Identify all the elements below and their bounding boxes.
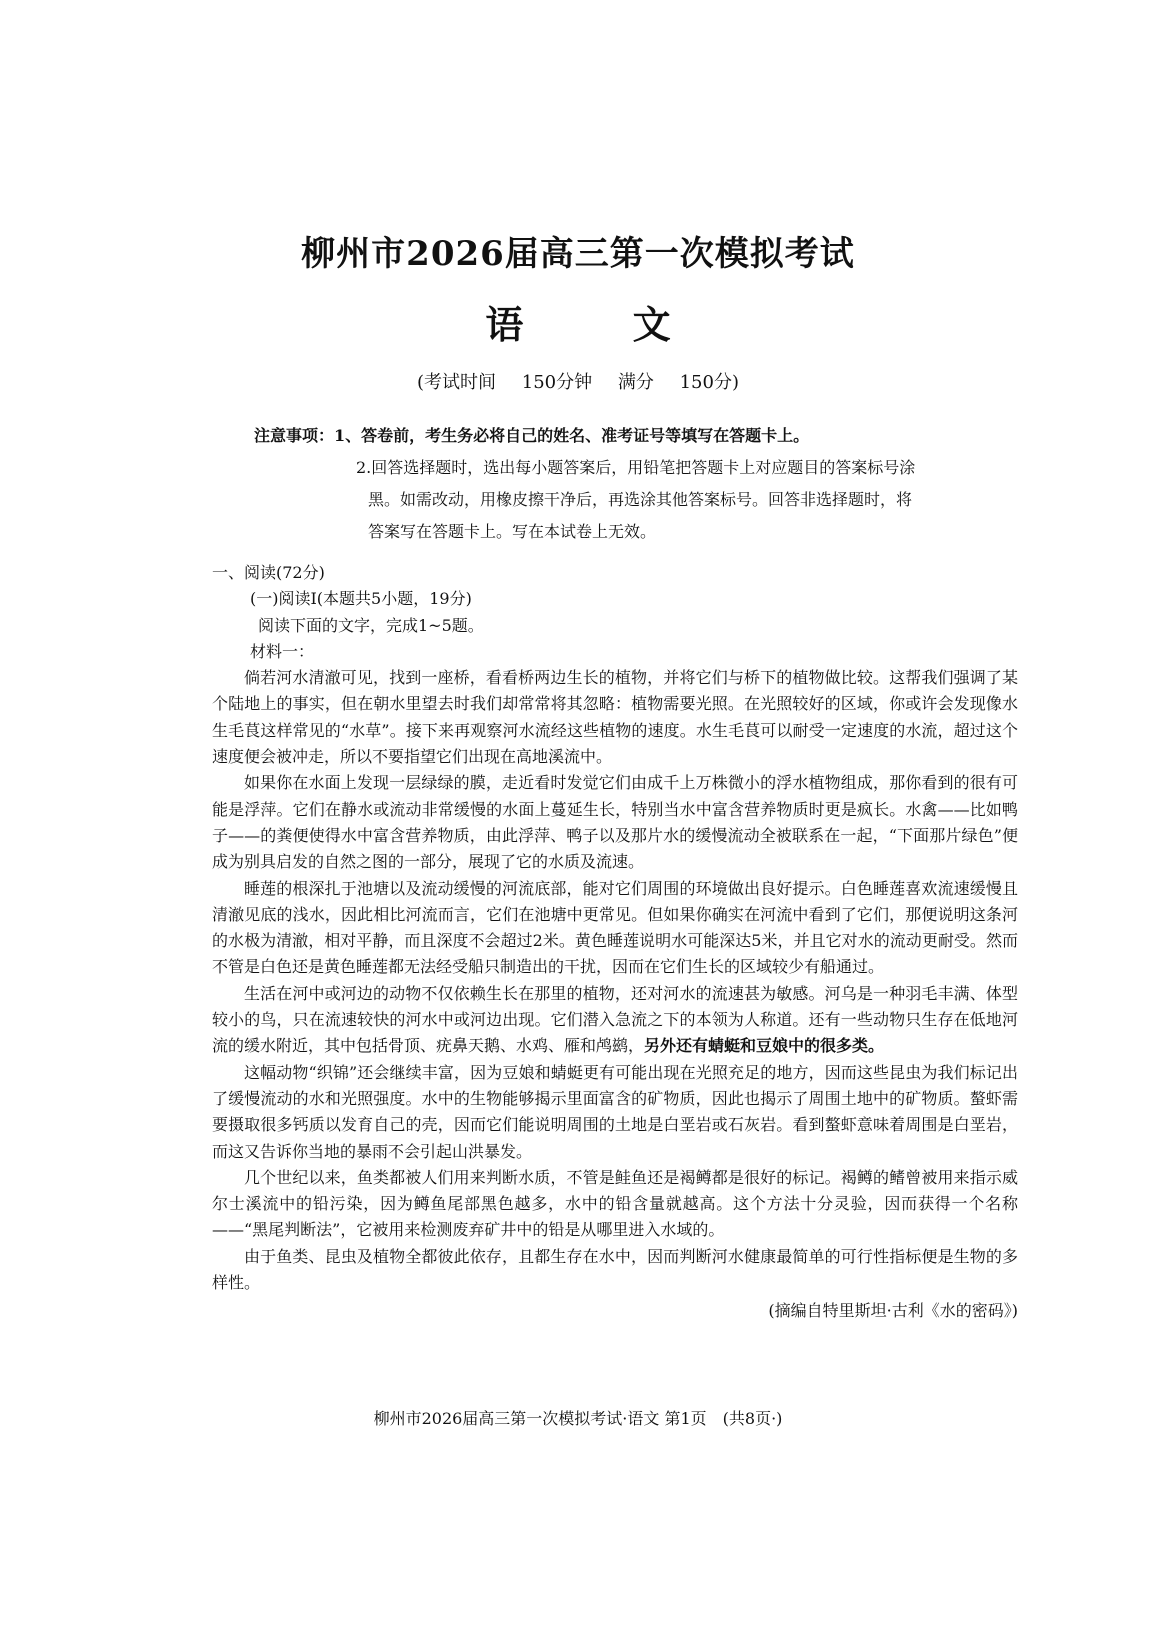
paragraph-4 [212,981,1018,1060]
subject-title: 语 文 [485,302,719,347]
page-footer: 柳州市2026届高三第一次模拟考试·语文 第1页 (共8页·) [373,1409,783,1428]
notice-item-1: 注意事项：1、答卷前，考生务必将自己的姓名、准考证号等填写在答题卡上。 [254,426,810,445]
exam-title: 柳州市2026届高三第一次模拟考试 [301,234,855,274]
notice-item-2-line-1: 2.回答选择题时，选出每小题答案后，用铅笔把答题卡上对应题目的答案标号涂 [356,458,916,477]
paragraph-7: 由于鱼类、昆虫及植物全都彼此依存，且都生存在水中，因而判断河水健康最简单的可行性指标便是生物的多样性。 [212,1246,1018,1293]
exam-meta [0,368,1156,394]
reading-section [212,560,1018,1325]
notice-item-2-line-3: 答案写在答题卡上。写在本试卷上无效。 [368,522,657,541]
source-citation: (摘编自特里斯坦·古利《水的密码》) [768,1301,1018,1321]
paragraph-4-text: 生活在河中或河边的动物不仅依赖生长在那里的植物，还对河水的流速甚为敏感。河乌是一种羽毛丰满、体型较小的鸟，只在流速较快的河水中或河边出现。它们潜入急流之下的本领为人称道。还有一些动物只生存在低地河流的缓水附近，其中包括骨顶、疣鼻天鹅、水鸡、雁和鸬鹚， [212,983,1018,1056]
paragraph-2: 如果你在水面上发现一层绿绿的膜，走近看时发觉它们由成千上万株微小的浮水植物组成，那你看到的很有可能是浮萍。它们在静水或流动非常缓慢的水面上蔓延生长，特别当水中富含营养物质时更是疯长。水禽——比如鸭子——的粪便使得水中富含营养物质，由此浮萍、鸭子以及那片水的缓慢流动全被联系在一起，“下面那片绿色”便成为别具启发的自然之图的一部分，展现了它的水质及流速。 [212,773,1018,872]
score-value: 150分) [679,372,739,393]
section-heading: 一、阅读(72分) [212,563,325,582]
paragraph-1: 倘若河水清澈可见，找到一座桥，看看桥两边生长的植物，并将它们与桥下的植物做比较。这帮我们强调了某个陆地上的事实，但在朝水里望去时我们却常常将其忽略：植物需要光照。在光照较好的区域，你或许会发现像水生毛茛这样常见的“水草”。接下来再观察河水流经这些植物的速度。水生毛茛可以耐受一定速度的水流，超过这个速度便会被冲走，所以不要指望它们出现在高地溪流中。 [212,668,1018,767]
paragraph-5: 这幅动物“织锦”还会继续丰富，因为豆娘和蜻蜓更有可能出现在光照充足的地方，因而这些昆虫为我们标记出了缓慢流动的水和光照强度。水中的生物能够揭示里面富含的矿物质，因此也揭示了周围土地中的矿物质。螯虾需要摄取很多钙质以发育自己的壳，因而它们能说明周围的土地是白垩岩或石灰岩。看到螯虾意味着周围是白垩岩，而这又告诉你当地的暴雨不会引起山洪暴发。 [212,1062,1018,1161]
paragraph-4-bold-text: 另外还有蜻蜓和豆娘中的很多类。 [644,1036,885,1056]
score-label: 满分 [617,372,654,393]
notice-block [254,420,1014,548]
notice-item-2-line-2: 黑。如需改动，用橡皮擦干净后，再选涂其他答案标号。回答非选择题时，将 [368,490,913,509]
paragraph-6: 几个世纪以来，鱼类都被人们用来判断水质，不管是鲑鱼还是褐鳟都是很好的标记。褐鳟的鳍曾被用来指示威尔士溪流中的铅污染，因为鳟鱼尾部黑色越多，水中的铅含量就越高。这个方法十分灵验，因而获得一个名称——“黑尾判断法”，它被用来检测废弃矿井中的铅是从哪里进入水域的。 [212,1167,1018,1240]
instruction: 阅读下面的文字，完成1~5题。 [258,615,484,635]
time-value: 150分钟 [521,372,593,393]
time-label: (考试时间 [417,372,497,393]
sub-heading: (一)阅读Ⅰ(本题共5小题，19分) [250,589,472,609]
material-label: 材料一： [250,641,315,661]
notice-item-2 [344,452,1014,548]
paragraph-3: 睡莲的根深扎于池塘以及流动缓慢的河流底部，能对它们周围的环境做出良好提示。白色睡莲喜欢流速缓慢且清澈见底的浅水，因此相比河流而言，它们在池塘中更常见。但如果你确实在河流中看到了它们，那便说明这条河的水极为清澈，相对平静，而且深度不会超过2米。黄色睡莲说明水可能深达5米，并且它对水的流动更耐受。然而不管是白色还是黄色睡莲都无法经受船只制造出的干扰，因而在它们生长的区域较少有船通过。 [212,878,1018,977]
